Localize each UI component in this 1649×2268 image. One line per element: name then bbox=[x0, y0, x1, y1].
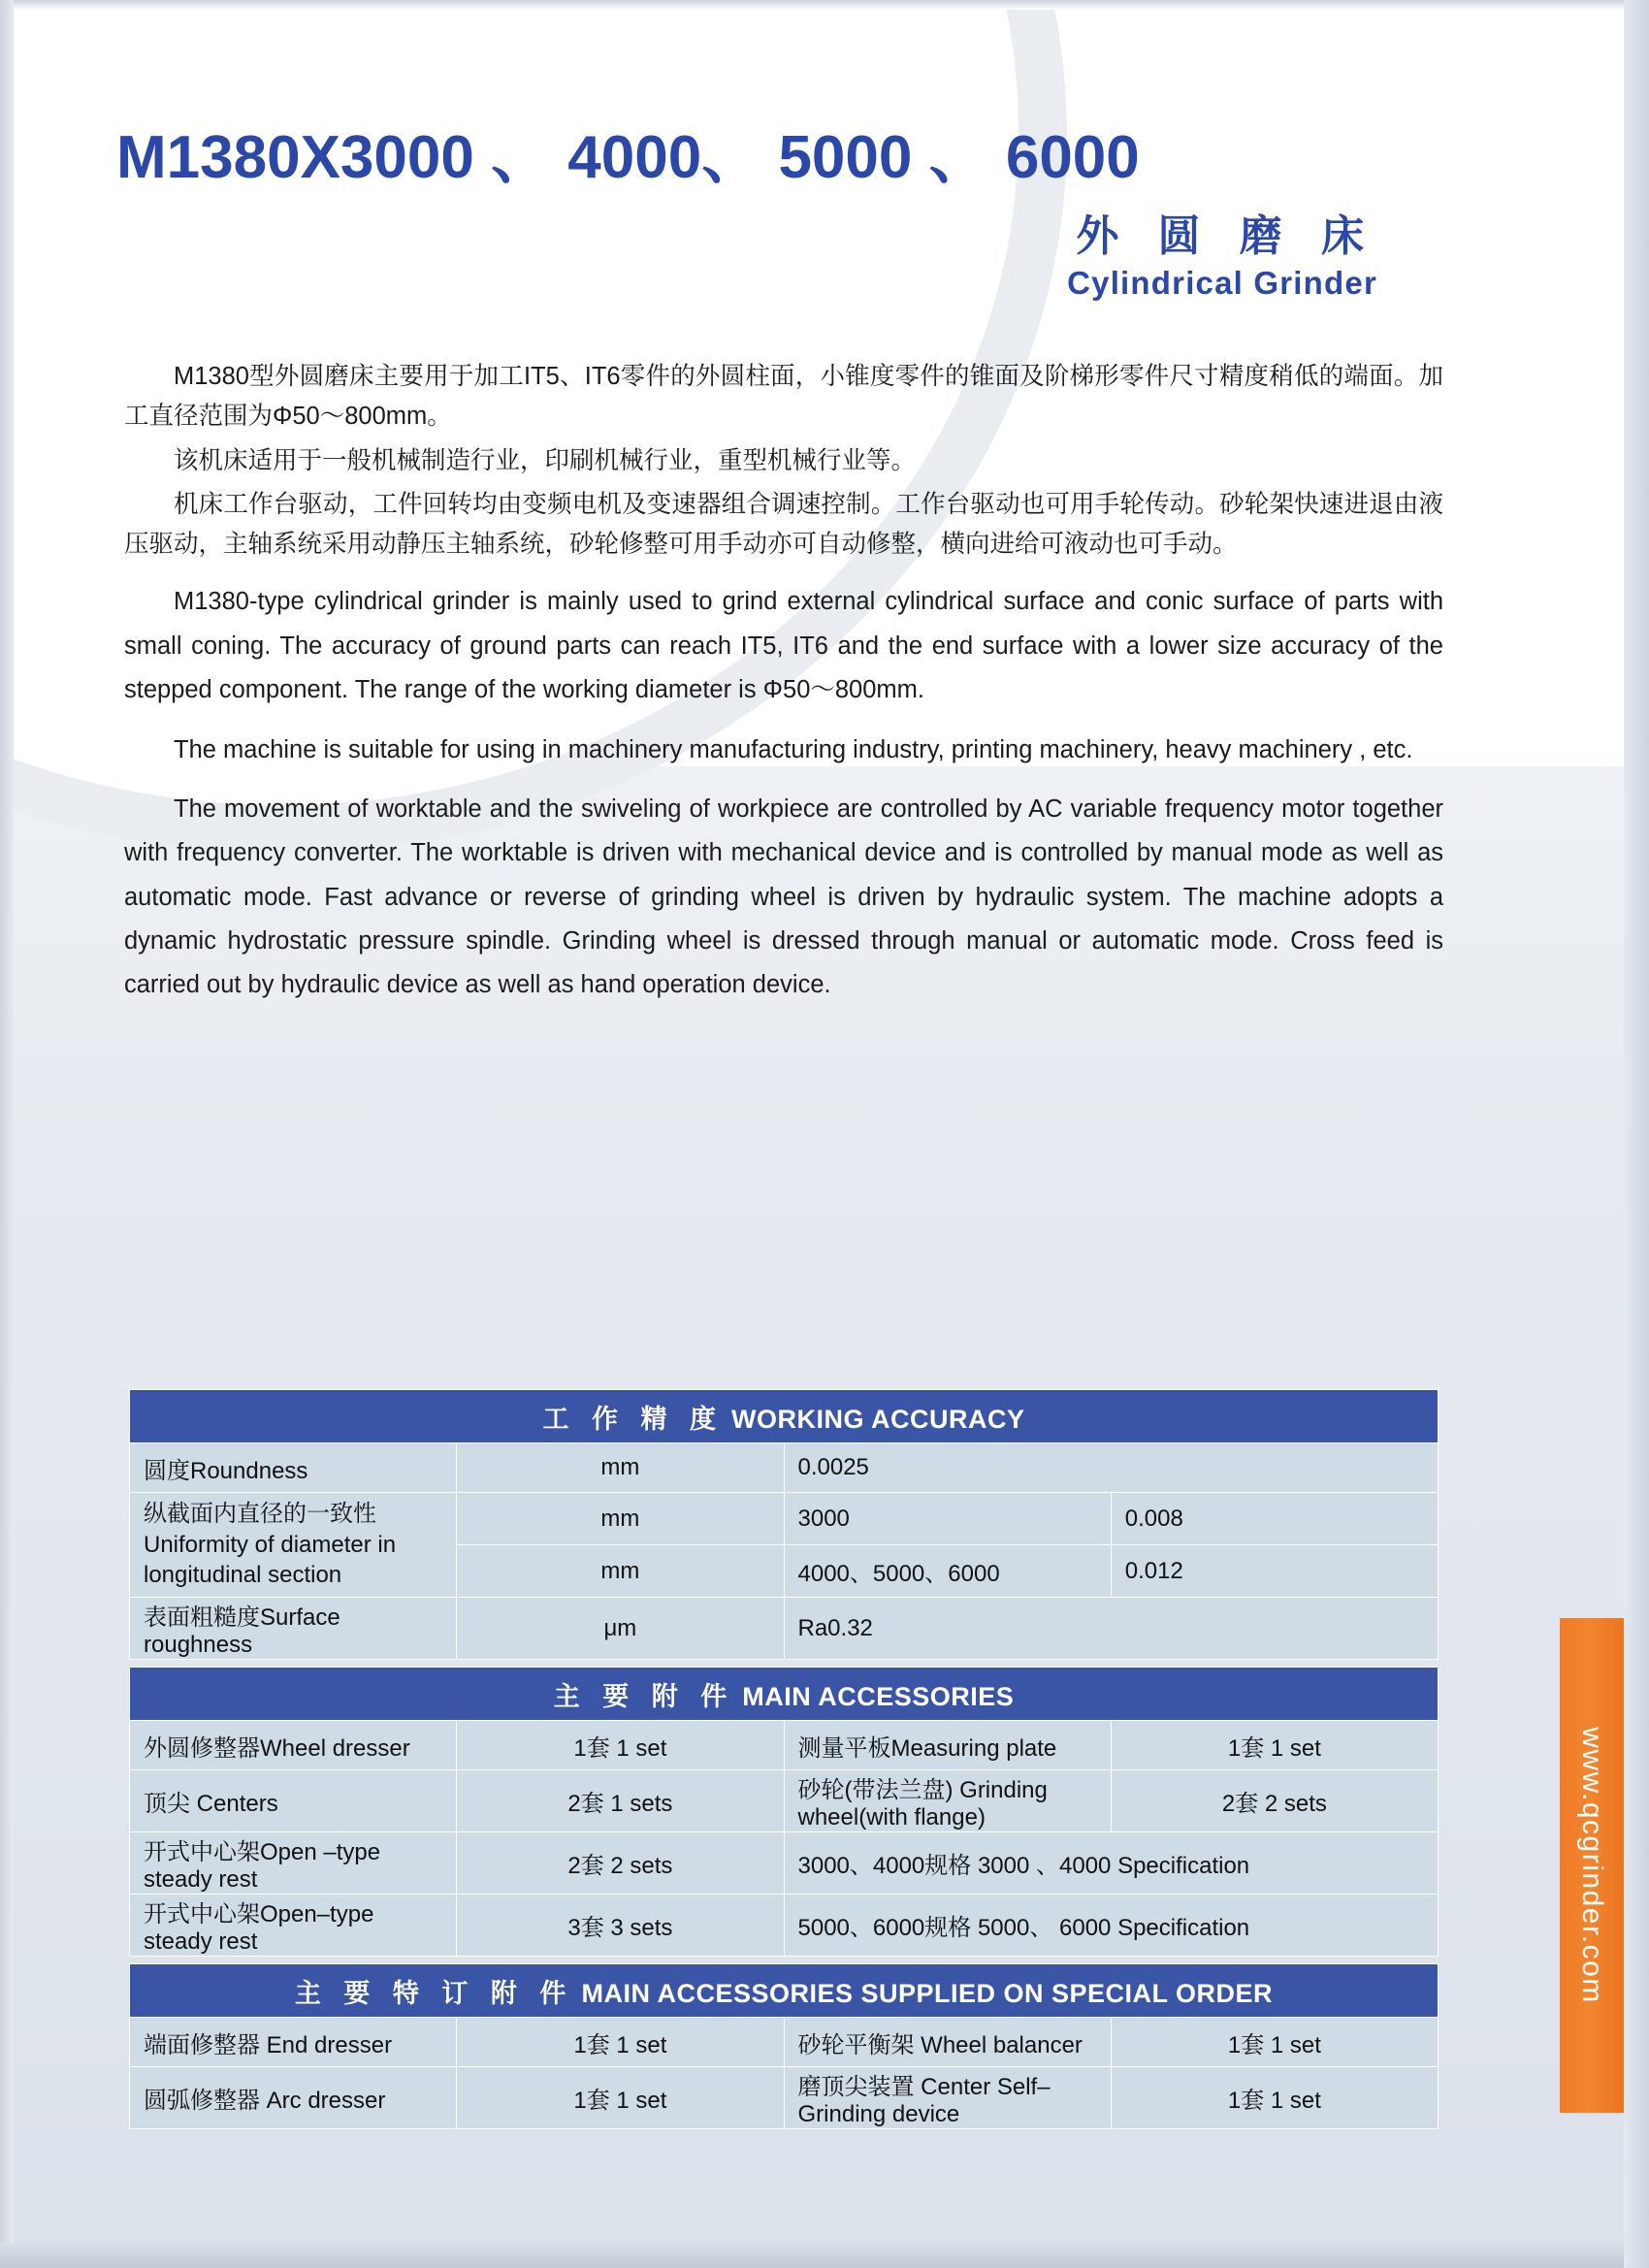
special-name-1b: 砂轮平衡架 Wheel balancer bbox=[784, 2018, 1111, 2067]
accessory-qty-3: 2套 2 sets bbox=[457, 1832, 784, 1895]
accuracy-name-roundness: 圆度Roundness bbox=[130, 1443, 457, 1493]
accuracy-value-uniformity-2: 4000、5000、6000 bbox=[784, 1545, 1111, 1598]
table-gap bbox=[129, 1957, 1439, 1963]
accessory-name-2: 顶尖 Centers bbox=[130, 1770, 457, 1832]
paragraph-cn-3: 机床工作台驱动，工件回转均由变频电机及变速器组合调速控制。工作台驱动也可用手轮传动。砂轮架快速进退由液压驱动，主轴系统采用动静压主轴系统，砂轮修整可用手动亦可自动修整，横向进给可液动也可手动。 bbox=[124, 490, 1443, 559]
main-accessories-title bbox=[130, 1668, 1439, 1721]
working-accuracy-title-cn: 工 作 精 度 bbox=[542, 1404, 724, 1434]
accuracy-name-uniformity-cn: 纵截面内直径的一致性 Uniformity of diameter in longitudinal section bbox=[144, 1501, 397, 1589]
main-accessories-title-en: MAIN ACCESSORIES bbox=[742, 1681, 1015, 1711]
table-gap bbox=[129, 1660, 1439, 1667]
special-name-2: 圆弧修整器 Arc dresser bbox=[130, 2067, 457, 2129]
subtitle-chinese: 外 圆 磨 床 bbox=[1076, 212, 1377, 261]
accuracy-unit-roundness: mm bbox=[457, 1443, 784, 1493]
table-row bbox=[130, 2067, 1439, 2129]
accuracy-name-uniformity bbox=[130, 1493, 457, 1598]
paragraph-cn-2: 该机床适用于一般机械制造行业，印刷机械行业，重型机械行业等。 bbox=[174, 446, 917, 474]
accuracy-unit-uniformity-2: mm bbox=[457, 1545, 784, 1598]
table-row bbox=[130, 1493, 1439, 1545]
accessory-qty-2b: 2套 2 sets bbox=[1111, 1770, 1438, 1832]
subtitle-english: Cylindrical Grinder bbox=[1067, 265, 1377, 302]
accessory-name-4: 开式中心架Open–type steady rest bbox=[130, 1895, 457, 1957]
special-order-table bbox=[129, 1963, 1439, 2129]
accessory-qty-2: 2套 1 sets bbox=[457, 1770, 784, 1832]
description-text bbox=[124, 357, 1443, 1008]
special-order-title bbox=[130, 1964, 1439, 2018]
page-title: M1380X3000 、 4000、 5000 、 6000 bbox=[116, 124, 1140, 191]
accessory-name-2b: 砂轮(带法兰盘) Grinding wheel(with flange) bbox=[784, 1770, 1111, 1832]
accessory-qty-1: 1套 1 set bbox=[457, 1721, 784, 1770]
accuracy-unit-uniformity-1: mm bbox=[457, 1493, 784, 1545]
website-side-tab bbox=[1560, 1618, 1624, 2113]
special-qty-1: 1套 1 set bbox=[457, 2018, 784, 2067]
accessory-spec-3: 3000、4000规格 3000 、4000 Specification bbox=[784, 1832, 1439, 1895]
special-qty-2b: 1套 1 set bbox=[1111, 2067, 1438, 2129]
working-accuracy-table bbox=[129, 1389, 1439, 1660]
main-accessories-table bbox=[129, 1667, 1439, 1957]
accuracy-tolerance-uniformity-1: 0.008 bbox=[1111, 1493, 1438, 1545]
table-row bbox=[130, 1598, 1439, 1660]
accuracy-value-uniformity-1: 3000 bbox=[784, 1493, 1111, 1545]
main-accessories-title-cn: 主 要 附 件 bbox=[553, 1681, 735, 1711]
accuracy-tolerance-uniformity-2: 0.012 bbox=[1111, 1545, 1438, 1598]
paragraph-en-1: M1380-type cylindrical grinder is mainly used to grind external cylindrical surface and conic surface of parts with small coning. The accuracy of ground parts can reach IT5, IT6 and the end surface with a lower size accuracy of the stepped component. The range of the working diameter is Φ50～800mm. bbox=[124, 588, 1443, 704]
table-header-row bbox=[130, 1668, 1439, 1721]
special-qty-1b: 1套 1 set bbox=[1111, 2018, 1438, 2067]
accuracy-value-roughness: Ra0.32 bbox=[784, 1598, 1439, 1660]
accessory-qty-1b: 1套 1 set bbox=[1111, 1721, 1438, 1770]
accessory-name-1: 外圆修整器Wheel dresser bbox=[130, 1721, 457, 1770]
paragraph-en-3: The movement of worktable and the swiveling of workpiece are controlled by AC variable frequency motor together with frequency converter. The worktable is driven with mechanical device and is controlled by manual mode as well as automatic mode. Fast advance or reverse of grinding wheel is driven by hydraulic system. The machine adopts a dynamic hydrostatic pressure spindle. Grinding wheel is dressed through manual or automatic mode. Cross feed is carried out by hydraulic device as well as hand operation device. bbox=[124, 794, 1443, 999]
table-row bbox=[130, 1443, 1439, 1493]
table-row bbox=[130, 1832, 1439, 1895]
accessory-name-3: 开式中心架Open –type steady rest bbox=[130, 1832, 457, 1895]
table-row bbox=[130, 1721, 1439, 1770]
special-name-1: 端面修整器 End dresser bbox=[130, 2018, 457, 2067]
special-order-title-cn: 主 要 特 订 附 件 bbox=[294, 1978, 574, 2008]
table-row bbox=[130, 1895, 1439, 1957]
accessory-qty-4: 3套 3 sets bbox=[457, 1895, 784, 1957]
table-row bbox=[130, 2018, 1439, 2067]
working-accuracy-title-en: WORKING ACCURACY bbox=[731, 1404, 1025, 1434]
special-name-2b: 磨顶尖装置 Center Self–Grinding device bbox=[784, 2067, 1111, 2129]
accessory-spec-4: 5000、6000规格 5000、 6000 Specification bbox=[784, 1895, 1439, 1957]
website-url: www.qcgrinder.com bbox=[1576, 1727, 1609, 2004]
accuracy-name-roughness: 表面粗糙度Surface roughness bbox=[130, 1598, 457, 1660]
table-header-row bbox=[130, 1390, 1439, 1443]
accuracy-value-roundness: 0.0025 bbox=[784, 1443, 1439, 1493]
paragraph-cn-1: M1380型外圆磨床主要用于加工IT5、IT6零件的外圆柱面，小锥度零件的锥面及阶梯形零件尺寸精度稍低的端面。加工直径范围为Φ50～800mm。 bbox=[124, 363, 1443, 431]
table-row bbox=[130, 1770, 1439, 1832]
table-header-row bbox=[130, 1964, 1439, 2018]
paragraph-en-2: The machine is suitable for using in machinery manufacturing industry, printing machinery, heavy machinery , etc. bbox=[174, 735, 1413, 763]
accuracy-unit-roughness: μm bbox=[457, 1598, 784, 1660]
accessory-name-1b: 测量平板Measuring plate bbox=[784, 1721, 1111, 1770]
spec-tables bbox=[129, 1389, 1439, 2129]
working-accuracy-title bbox=[130, 1390, 1439, 1443]
special-qty-2: 1套 1 set bbox=[457, 2067, 784, 2129]
special-order-title-en: MAIN ACCESSORIES SUPPLIED ON SPECIAL ORDER bbox=[581, 1978, 1274, 2008]
title-block bbox=[116, 126, 1474, 302]
